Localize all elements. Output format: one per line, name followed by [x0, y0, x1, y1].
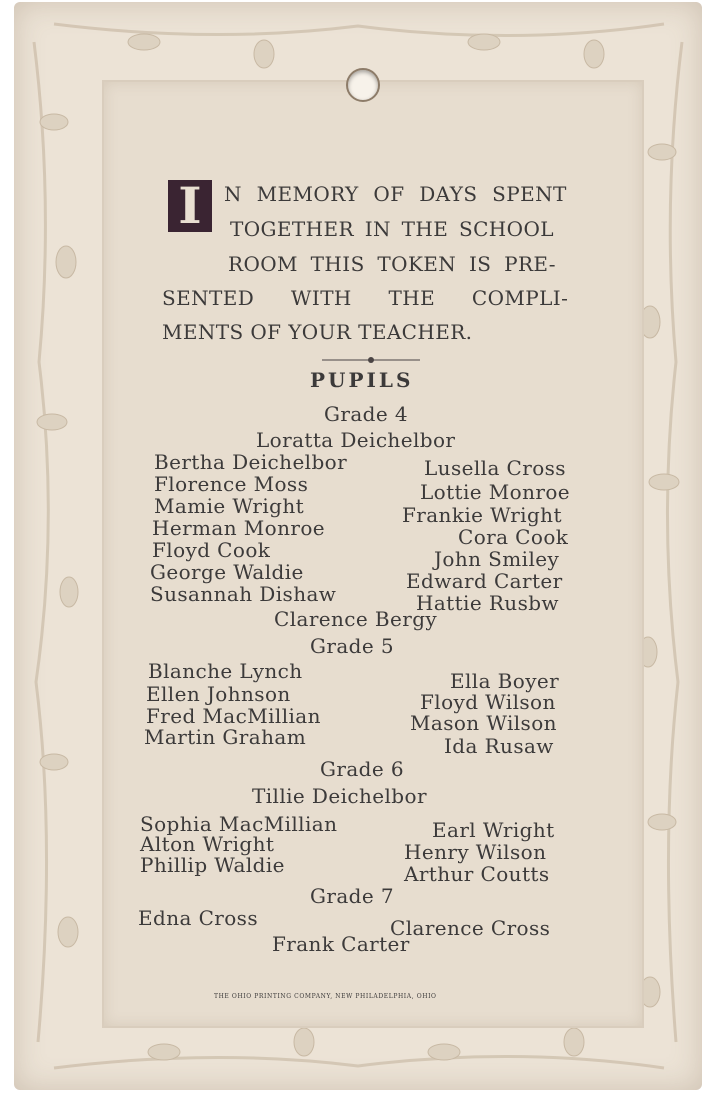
dedication-line-3: ROOM THIS TOKEN IS PRE- [228, 252, 556, 276]
dedication-line-5: MENTS OF YOUR TEACHER. [162, 320, 473, 344]
grade-5-left-name-1: Blanche Lynch [148, 659, 303, 683]
grade-6-left-name-1: Sophia MacMillian [140, 812, 338, 836]
grade-7-footer-name: Frank Carter [272, 932, 410, 956]
grade-4-left-name-1: Bertha Deichelbor [154, 450, 348, 474]
grade-4-left-name-5: Floyd Cook [152, 538, 271, 562]
grade-4-left-name-6: George Waldie [150, 560, 304, 584]
grade-4-center-name: Loratta Deichelbor [256, 428, 456, 452]
grade-4-footer-name: Clarence Bergy [274, 607, 438, 631]
grade-6-center-name: Tillie Deichelbor [252, 784, 427, 808]
grade-4-right-name-5: John Smiley [434, 547, 560, 571]
grade-6-label: Grade 6 [320, 757, 404, 781]
grade-4-right-name-3: Frankie Wright [402, 503, 562, 527]
grade-5-left-name-2: Ellen Johnson [146, 682, 291, 706]
grade-5-label: Grade 5 [310, 634, 394, 658]
grade-4-right-name-4: Cora Cook [458, 525, 569, 549]
grade-4-left-name-7: Susannah Dishaw [150, 582, 337, 606]
dedication-line-4: SENTED WITH THE COMPLI- [162, 286, 569, 310]
grade-6-left-name-3: Phillip Waldie [140, 853, 285, 877]
grade-4-left-name-2: Florence Moss [154, 472, 309, 496]
grade-4-left-name-3: Mamie Wright [154, 494, 305, 518]
grade-4-right-name-7: Hattie Rusbw [416, 591, 559, 615]
hanging-hole [346, 68, 380, 102]
grade-6-right-name-3: Arthur Coutts [404, 862, 550, 886]
drop-cap: I [168, 180, 212, 232]
grade-5-right-name-4: Ida Rusaw [444, 734, 554, 758]
grade-4-right-name-6: Edward Carter [406, 569, 563, 593]
grade-5-left-name-4: Martin Graham [144, 725, 307, 749]
grade-7-right-name-1: Clarence Cross [390, 916, 551, 940]
school-souvenir-card [14, 2, 702, 1090]
grade-4-right-name-1: Lusella Cross [424, 456, 566, 480]
ornamental-divider [322, 356, 420, 364]
grade-6-right-name-1: Earl Wright [432, 818, 555, 842]
dedication-line-2: TOGETHER IN THE SCHOOL [230, 217, 554, 241]
grade-6-right-name-2: Henry Wilson [404, 840, 547, 864]
grade-4-right-name-2: Lottie Monroe [420, 480, 571, 504]
pupils-heading: PUPILS [310, 368, 414, 392]
printer-imprint: THE OHIO PRINTING COMPANY, NEW PHILADELPHIA, OHIO [214, 993, 437, 1000]
grade-7-left-name-1: Edna Cross [138, 906, 258, 930]
grade-6-left-name-2: Alton Wright [140, 832, 275, 856]
grade-5-right-name-3: Mason Wilson [410, 711, 557, 735]
grade-4-label: Grade 4 [324, 402, 408, 426]
grade-5-left-name-3: Fred MacMillian [146, 704, 321, 728]
grade-7-label: Grade 7 [310, 884, 394, 908]
grade-4-left-name-4: Herman Monroe [152, 516, 326, 540]
grade-5-right-name-1: Ella Boyer [450, 669, 560, 693]
grade-5-right-name-2: Floyd Wilson [420, 690, 556, 714]
dedication-line-1: N MEMORY OF DAYS SPENT [224, 182, 567, 206]
